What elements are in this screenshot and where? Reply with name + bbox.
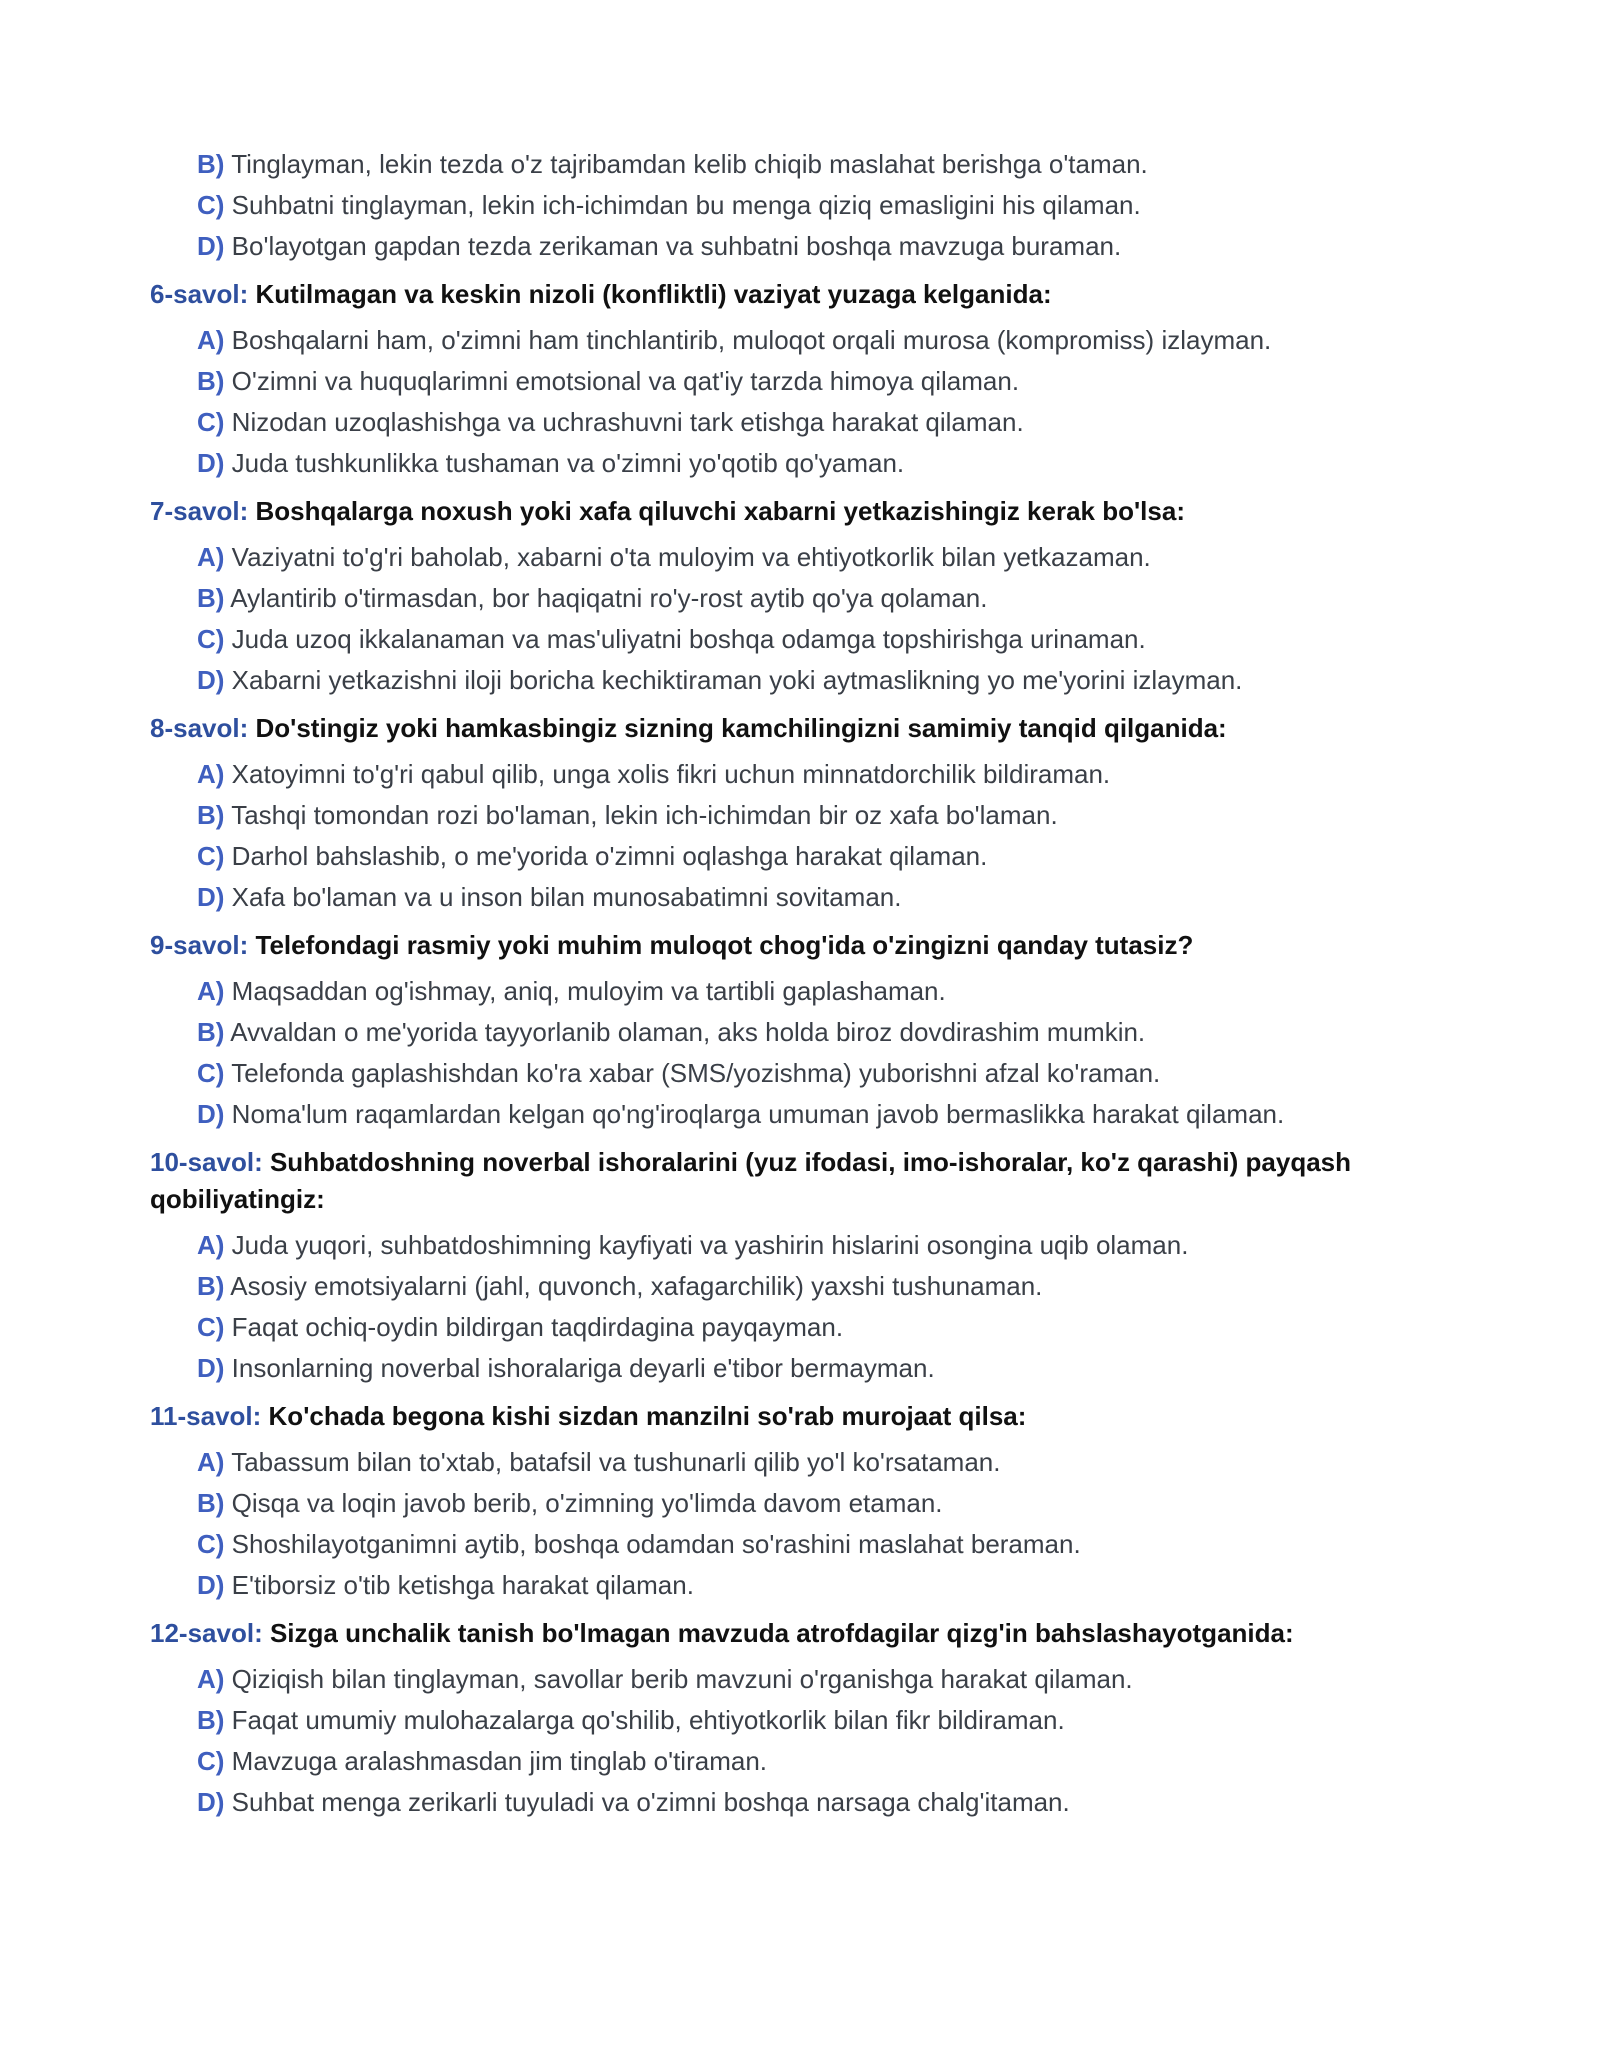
option-item (197, 581, 1450, 615)
option-text: Juda yuqori, suhbatdoshimning kayfiyati va yashirin hislarini osongina uqib olaman. (231, 1230, 1189, 1260)
question-number: 7-savol: (150, 496, 249, 526)
option-item (197, 974, 1450, 1008)
question-text: Boshqalarga noxush yoki xafa qiluvchi xabarni yetkazishingiz kerak bo'lsa: (255, 496, 1185, 526)
option-letter: A) (197, 542, 225, 572)
option-letter: C) (197, 1312, 225, 1342)
option-item (197, 446, 1450, 480)
option-text: Nizodan uzoqlashishga va uchrashuvni tark etishga harakat qilaman. (231, 407, 1024, 437)
option-text: Xafa bo'laman va u inson bilan munosabatimni sovitaman. (231, 882, 902, 912)
question-heading (150, 1615, 1450, 1652)
option-letter: C) (197, 1746, 225, 1776)
option-item (197, 1744, 1450, 1778)
option-item (197, 323, 1450, 357)
option-letter: D) (197, 231, 225, 261)
option-item (197, 405, 1450, 439)
option-letter: C) (197, 624, 225, 654)
question-block-9 (150, 927, 1450, 1131)
option-letter: C) (197, 407, 225, 437)
option-letter: A) (197, 1230, 225, 1260)
option-item (197, 798, 1450, 832)
option-item (197, 757, 1450, 791)
question-heading (150, 927, 1450, 964)
option-letter: B) (197, 583, 225, 613)
option-text: Insonlarning noverbal ishoralariga deyarli e'tibor bermayman. (231, 1353, 935, 1383)
option-text: O'zimni va huquqlarimni emotsional va qat'iy tarzda himoya qilaman. (231, 366, 1020, 396)
question-heading (150, 1398, 1450, 1435)
question-block-6 (150, 276, 1450, 480)
option-text: Faqat umumiy mulohazalarga qo'shilib, ehtiyotkorlik bilan fikr bildiraman. (231, 1705, 1065, 1735)
question-number: 8-savol: (150, 713, 249, 743)
question-block-7 (150, 493, 1450, 697)
option-text: Xatoyimni to'g'ri qabul qilib, unga xolis fikri uchun minnatdorchilik bildiraman. (231, 759, 1111, 789)
option-text: Aylantirib o'tirmasdan, bor haqiqatni ro'y-rost aytib qo'ya qolaman. (230, 583, 988, 613)
option-item (197, 1568, 1450, 1602)
option-item (197, 1785, 1450, 1819)
option-text: Noma'lum raqamlardan kelgan qo'ng'iroqlarga umuman javob bermaslikka harakat qilaman. (231, 1099, 1285, 1129)
option-letter: A) (197, 1447, 225, 1477)
option-text: Suhbatni tinglayman, lekin ich-ichimdan bu menga qiziq emasligini his qilaman. (231, 190, 1141, 220)
question-text: Telefondagi rasmiy yoki muhim muloqot chog'ida o'zingizni qanday tutasiz? (255, 930, 1194, 960)
question-heading (150, 276, 1450, 313)
option-letter: C) (197, 1529, 225, 1559)
question-text: Do'stingiz yoki hamkasbingiz sizning kamchilingizni samimiy tanqid qilganida: (255, 713, 1227, 743)
option-item (197, 229, 1450, 263)
option-text: E'tiborsiz o'tib ketishga harakat qilaman. (231, 1570, 694, 1600)
option-text: Juda uzoq ikkalanaman va mas'uliyatni boshqa odamga topshirishga urinaman. (231, 624, 1146, 654)
option-letter: B) (197, 1705, 225, 1735)
option-text: Bo'layotgan gapdan tezda zerikaman va suhbatni boshqa mavzuga buraman. (231, 231, 1122, 261)
option-item (197, 1228, 1450, 1262)
option-letter: D) (197, 1353, 225, 1383)
option-letter: D) (197, 1099, 225, 1129)
option-item (197, 839, 1450, 873)
option-text: Tashqi tomondan rozi bo'laman, lekin ich-ichimdan bir oz xafa bo'laman. (231, 800, 1058, 830)
question-text: Ko'chada begona kishi sizdan manzilni so'rab murojaat qilsa: (268, 1401, 1027, 1431)
option-text: Vaziyatni to'g'ri baholab, xabarni o'ta muloyim va ehtiyotkorlik bilan yetkazaman. (231, 542, 1151, 572)
question-text: Suhbatdoshning noverbal ishoralarini (yuz ifodasi, imo-ishoralar, ko'z qarashi) payqash qobiliyatingiz: (150, 1147, 1352, 1214)
option-text: Suhbat menga zerikarli tuyuladi va o'zimni boshqa narsaga chalg'itaman. (231, 1787, 1070, 1817)
option-item (197, 540, 1450, 574)
option-item (197, 1445, 1450, 1479)
option-text: Tinglayman, lekin tezda o'z tajribamdan kelib chiqib maslahat berishga o'taman. (231, 149, 1148, 179)
questionnaire (150, 147, 1450, 1826)
option-text: Boshqalarni ham, o'zimni ham tinchlantirib, muloqot orqali murosa (kompromiss) izlayman. (231, 325, 1272, 355)
option-letter: D) (197, 665, 225, 695)
option-item (197, 663, 1450, 697)
option-text: Telefonda gaplashishdan ko'ra xabar (SMS/yozishma) yuborishni afzal ko'raman. (231, 1058, 1161, 1088)
option-item (197, 1056, 1450, 1090)
option-text: Faqat ochiq-oydin bildirgan taqdirdagina payqayman. (231, 1312, 844, 1342)
option-letter: B) (197, 1488, 225, 1518)
option-letter: D) (197, 882, 225, 912)
question-number: 12-savol: (150, 1618, 263, 1648)
option-text: Darhol bahslashib, o me'yorida o'zimni oqlashga harakat qilaman. (231, 841, 988, 871)
option-letter: C) (197, 190, 225, 220)
option-letter: B) (197, 800, 225, 830)
option-item (197, 188, 1450, 222)
option-text: Xabarni yetkazishni iloji boricha kechiktiraman yoki aytmaslikning yo me'yorini izlayman. (231, 665, 1243, 695)
option-letter: A) (197, 1664, 225, 1694)
option-item (197, 1097, 1450, 1131)
question-heading (150, 1144, 1450, 1218)
option-item (197, 1269, 1450, 1303)
option-item (197, 147, 1450, 181)
question-text: Sizga unchalik tanish bo'lmagan mavzuda atrofdagilar qizg'in bahslashayotganida: (269, 1618, 1294, 1648)
option-item (197, 364, 1450, 398)
question-number: 10-savol: (150, 1147, 263, 1177)
option-item (197, 1310, 1450, 1344)
option-text: Shoshilayotganimni aytib, boshqa odamdan so'rashini maslahat beraman. (231, 1529, 1081, 1559)
option-letter: A) (197, 759, 225, 789)
option-item (197, 1662, 1450, 1696)
option-text: Mavzuga aralashmasdan jim tinglab o'tiraman. (231, 1746, 768, 1776)
option-letter: C) (197, 841, 225, 871)
option-letter: B) (197, 1271, 225, 1301)
question-number: 6-savol: (150, 279, 249, 309)
option-letter: B) (197, 149, 225, 179)
option-letter: D) (197, 1787, 225, 1817)
option-item (197, 1015, 1450, 1049)
option-item (197, 1351, 1450, 1385)
option-text: Maqsaddan og'ishmay, aniq, muloyim va tartibli gaplashaman. (231, 976, 946, 1006)
option-item (197, 1527, 1450, 1561)
option-item (197, 1486, 1450, 1520)
option-letter: D) (197, 1570, 225, 1600)
option-letter: B) (197, 1017, 225, 1047)
option-text: Avvaldan o me'yorida tayyorlanib olaman, aks holda biroz dovdirashim mumkin. (230, 1017, 1146, 1047)
question-block-8 (150, 710, 1450, 914)
option-letter: C) (197, 1058, 225, 1088)
carryover-options (150, 147, 1450, 263)
question-number: 9-savol: (150, 930, 249, 960)
question-text: Kutilmagan va keskin nizoli (konfliktli) vaziyat yuzaga kelganida: (255, 279, 1052, 309)
option-letter: A) (197, 325, 225, 355)
option-item (197, 880, 1450, 914)
option-letter: D) (197, 448, 225, 478)
question-heading (150, 710, 1450, 747)
question-number: 11-savol: (150, 1401, 262, 1431)
option-item (197, 1703, 1450, 1737)
question-block-11 (150, 1398, 1450, 1602)
option-text: Qisqa va loqin javob berib, o'zimning yo'limda davom etaman. (231, 1488, 943, 1518)
question-block-12 (150, 1615, 1450, 1819)
option-letter: A) (197, 976, 225, 1006)
option-item (197, 622, 1450, 656)
option-text: Tabassum bilan to'xtab, batafsil va tushunarli qilib yo'l ko'rsataman. (231, 1447, 1001, 1477)
option-text: Asosiy emotsiyalarni (jahl, quvonch, xafagarchilik) yaxshi tushunaman. (230, 1271, 1043, 1301)
option-text: Qiziqish bilan tinglayman, savollar berib mavzuni o'rganishga harakat qilaman. (231, 1664, 1133, 1694)
question-block-10 (150, 1144, 1450, 1385)
option-text: Juda tushkunlikka tushaman va o'zimni yo'qotib qo'yaman. (231, 448, 905, 478)
question-heading (150, 493, 1450, 530)
option-letter: B) (197, 366, 225, 396)
